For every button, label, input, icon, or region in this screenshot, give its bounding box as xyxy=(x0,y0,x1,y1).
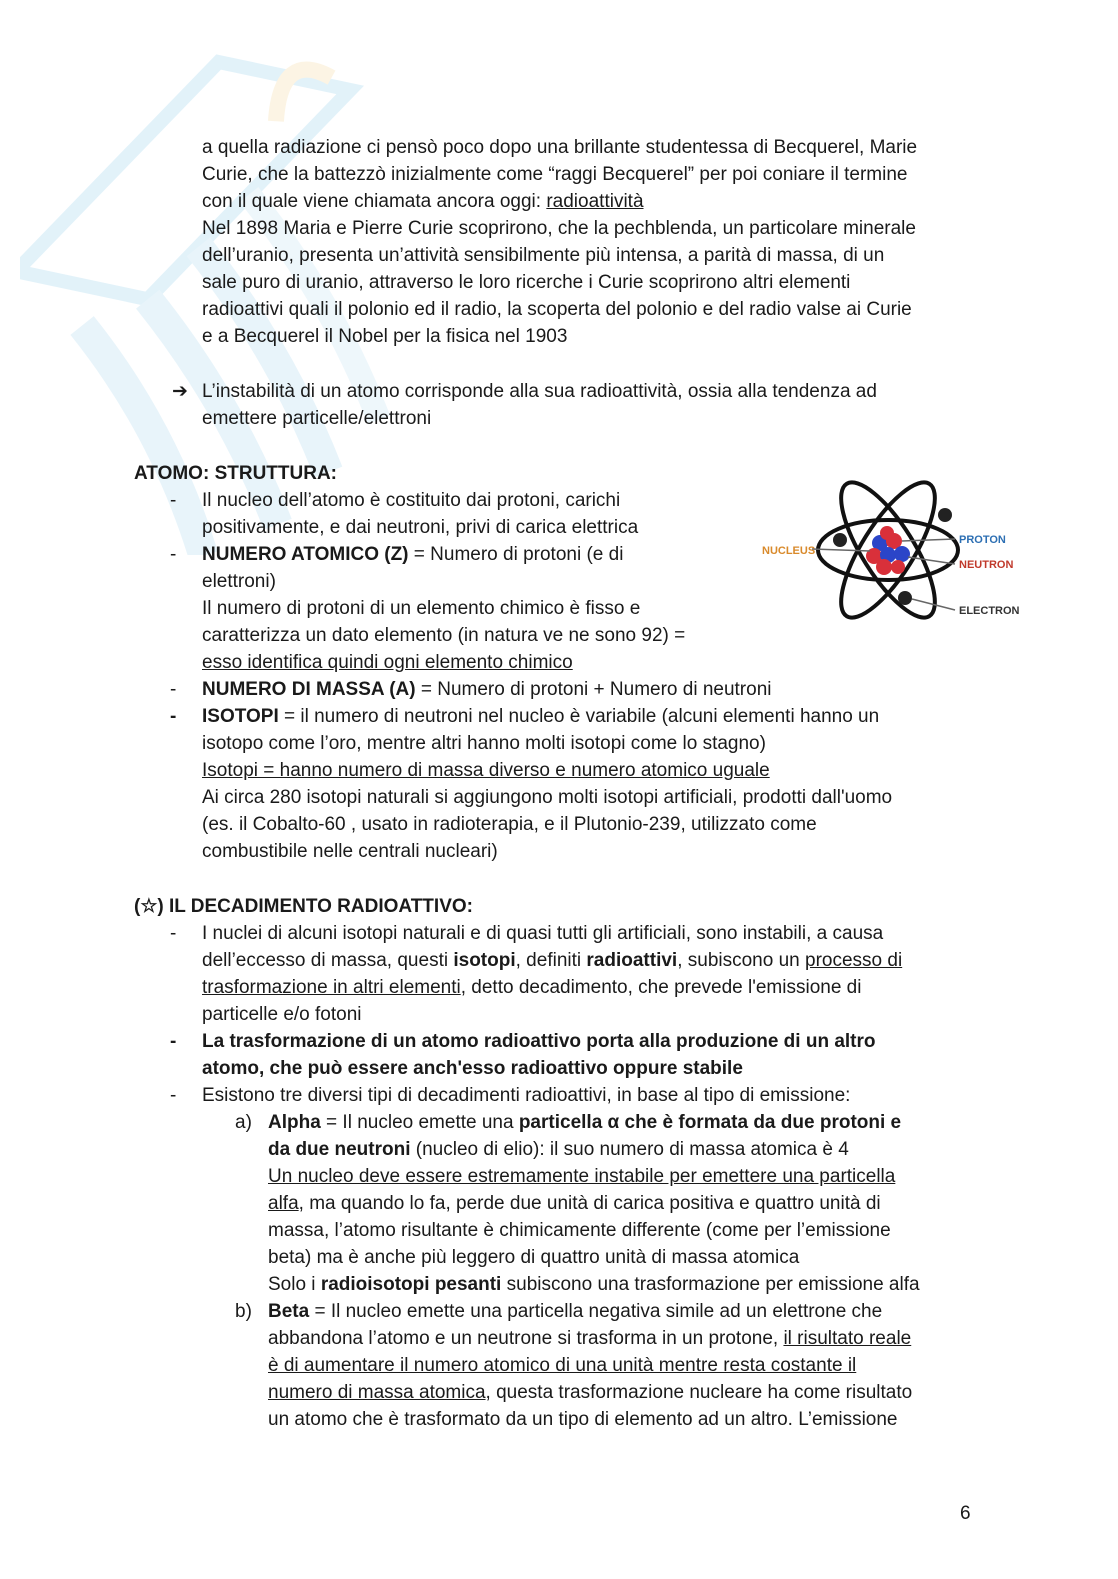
list-item-line: particelle e/o fotoni xyxy=(202,1004,362,1025)
leader-line xyxy=(812,549,870,551)
electron-dot xyxy=(833,533,847,547)
sublist-line: massa, l’atomo risultante è chimicamente differente (come per l’emissione xyxy=(268,1220,891,1241)
intro-line: dell’uranio, presenta un’attività sensibilmente più intensa, a parità di massa, di un xyxy=(202,245,885,266)
list-item-line: atomo, che può essere anch'esso radioattivo oppure stabile xyxy=(202,1058,743,1079)
bullet-dash: - xyxy=(170,1031,177,1052)
list-item-line: elettroni) xyxy=(202,571,276,592)
section-heading: (☆) IL DECADIMENTO RADIOATTIVO: xyxy=(134,896,473,917)
bullet-dash: - xyxy=(170,679,177,700)
list-item-line: Esistono tre diversi tipi di decadimenti radioattivi, in base al tipo di emissione: xyxy=(202,1085,851,1106)
list-item-line: isotopo come l’oro, mentre altri hanno molti isotopi come lo stagno) xyxy=(202,733,766,754)
list-item-line: I nuclei di alcuni isotopi naturali e di quasi tutti gli artificiali, sono instabili, a causa xyxy=(202,923,884,944)
list-item-line: Ai circa 280 isotopi naturali si aggiungono molti isotopi artificiali, prodotti dall'uomo xyxy=(202,787,893,808)
electron-dot xyxy=(898,591,912,605)
bullet-dash: - xyxy=(170,490,177,511)
electron-label: ELECTRON xyxy=(959,605,1020,617)
sublist-line: è di aumentare il numero atomico di una unità mentre resta costante il xyxy=(268,1355,857,1376)
atom-diagram xyxy=(760,465,1030,645)
intro-line: e a Becquerel il Nobel per la fisica nel 1903 xyxy=(202,326,568,347)
nucleus xyxy=(866,526,910,575)
arrow-note-line: L’instabilità di un atomo corrisponde alla sua radioattività, ossia alla tendenza ad xyxy=(202,381,877,402)
leader-line xyxy=(908,557,955,564)
list-item-line: esso identifica quindi ogni elemento chimico xyxy=(202,652,573,673)
page-number: 6 xyxy=(960,1503,971,1524)
electron-dot xyxy=(938,508,952,522)
list-item-line: Il numero di protoni di un elemento chimico è fisso e xyxy=(202,598,641,619)
bullet-dash: - xyxy=(170,706,177,727)
sublist-line: Beta = Il nucleo emette una particella negativa simile ad un elettrone che xyxy=(268,1301,883,1322)
intro-line: con il quale viene chiamata ancora oggi: radioattività xyxy=(202,191,644,212)
neutron-label: NEUTRON xyxy=(959,559,1014,571)
list-item-line: trasformazione in altri elementi, detto decadimento, che prevede l'emissione di xyxy=(202,977,862,998)
sublist-letter: b) xyxy=(235,1301,252,1322)
list-item-line: Il nucleo dell’atomo è costituito dai protoni, carichi xyxy=(202,490,621,511)
bullet-dash: - xyxy=(170,544,177,565)
list-item-line: combustibile nelle centrali nucleari) xyxy=(202,841,498,862)
sublist-line: da due neutroni (nucleo di elio): il suo numero di massa atomica è 4 xyxy=(268,1139,849,1160)
list-item-line: positivamente, e dai neutroni, privi di carica elettrica xyxy=(202,517,639,538)
section-heading: ATOMO: STRUTTURA: xyxy=(134,463,337,484)
sublist-letter: a) xyxy=(235,1112,252,1133)
sublist-line: Alpha = Il nucleo emette una particella α che è formata da due protoni e xyxy=(268,1112,902,1133)
underlined-term: radioattività xyxy=(546,191,644,212)
sublist-line: Solo i radioisotopi pesanti subiscono una trasformazione per emissione alfa xyxy=(268,1274,920,1295)
arrow-icon: ➔ xyxy=(172,381,188,402)
list-item-line: Isotopi = hanno numero di massa diverso e numero atomico uguale xyxy=(202,760,770,781)
intro-line: Nel 1898 Maria e Pierre Curie scoprirono, che la pechblenda, un particolare minerale xyxy=(202,218,916,239)
list-item-line: NUMERO DI MASSA (A) = Numero di protoni + Numero di neutroni xyxy=(202,679,772,700)
proton-label: PROTON xyxy=(959,534,1006,546)
intro-line: a quella radiazione ci pensò poco dopo una brillante studentessa di Becquerel, Marie xyxy=(202,137,918,158)
nucleus-label: NUCLEUS xyxy=(762,545,816,557)
list-item-line: caratterizza un dato elemento (in natura ve ne sono 92) = xyxy=(202,625,686,646)
list-item-line: La trasformazione di un atomo radioattivo porta alla produzione di un altro xyxy=(202,1031,876,1052)
sublist-line: un atomo che è trasformato da un tipo di elemento ad un altro. L’emissione xyxy=(268,1409,898,1430)
intro-line: radioattivi quali il polonio ed il radio, la scoperta del polonio e del radio valse ai Curie xyxy=(202,299,912,320)
list-item-line: NUMERO ATOMICO (Z) = Numero di protoni (e di xyxy=(202,544,624,565)
sublist-line: alfa, ma quando lo fa, perde due unità di carica positiva e quattro unità di xyxy=(268,1193,881,1214)
sublist-line: Un nucleo deve essere estremamente instabile per emettere una particella xyxy=(268,1166,896,1187)
intro-line: Curie, che la battezzò inizialmente come “raggi Becquerel” per poi coniare il termine xyxy=(202,164,908,185)
bullet-dash: - xyxy=(170,1085,177,1106)
bullet-dash: - xyxy=(170,923,177,944)
sublist-line: numero di massa atomica, questa trasformazione nucleare ha come risultato xyxy=(268,1382,913,1403)
intro-line: sale puro di uranio, attraverso le loro ricerche i Curie scoprirono altri elementi xyxy=(202,272,851,293)
list-item-line: dell’eccesso di massa, questi isotopi, definiti radioattivi, subiscono un processo di xyxy=(202,950,903,971)
list-item-line: (es. il Cobalto-60 , usato in radioterapia, e il Plutonio-239, utilizzato come xyxy=(202,814,817,835)
arrow-note-line: emettere particelle/elettroni xyxy=(202,408,432,429)
sublist-line: beta) ma è anche più leggero di quattro unità di massa atomica xyxy=(268,1247,800,1268)
list-item-line: ISOTOPI = il numero di neutroni nel nucleo è variabile (alcuni elementi hanno un xyxy=(202,706,880,727)
sublist-line: abbandona l’atomo e un neutrone si trasforma in un protone, il risultato reale xyxy=(268,1328,912,1349)
